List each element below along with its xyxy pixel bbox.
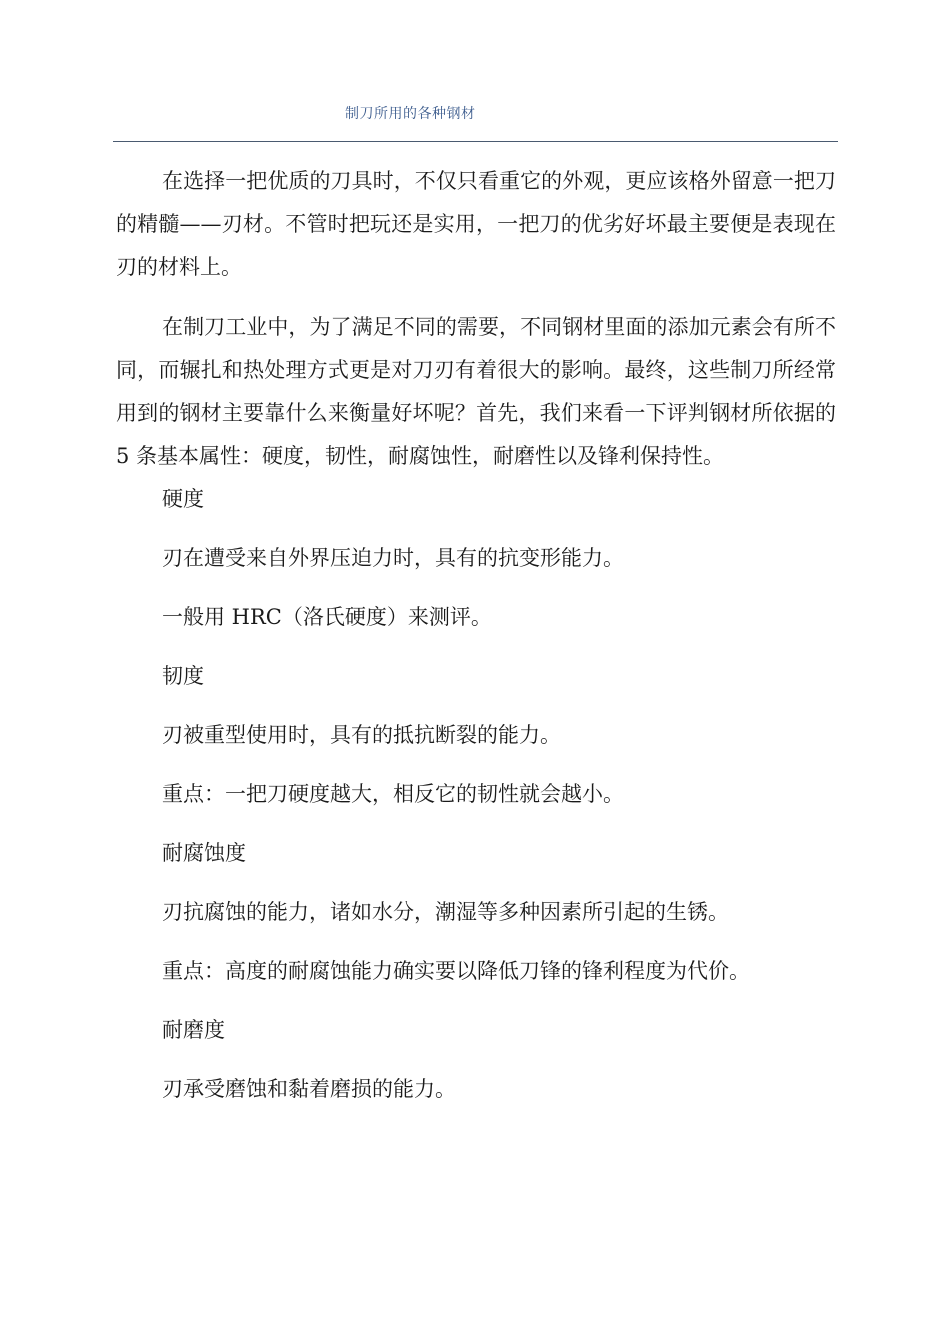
properties-paragraph: 在制刀工业中，为了满足不同的需要，不同钢材里面的添加元素会有所不同，而辗扎和热处理方式更是对刀刃有着很大的影响。最终，这些制刀所经常用到的钢材主要靠什么来衡量好坏呢？首先，我们来看一下评判钢材所依据的 5 条基本属性：硬度，韧性，耐腐蚀性，耐磨性以及锋利保持性。 — [116, 315, 836, 468]
section-heading-wear: 耐磨度 — [162, 1018, 225, 1042]
toughness-note: 重点：一把刀硬度越大，相反它的韧性就会越小。 — [162, 782, 624, 806]
corrosion-definition: 刃抗腐蚀的能力，诸如水分，潮湿等多种因素所引起的生锈。 — [162, 900, 729, 924]
hardness-measurement: 一般用 HRC（洛氏硬度）来测评。 — [162, 605, 492, 629]
section-heading-toughness: 韧度 — [162, 664, 204, 688]
document-body — [116, 160, 836, 1111]
toughness-definition: 刃被重型使用时，具有的抵抗断裂的能力。 — [162, 723, 561, 747]
wear-definition: 刃承受磨蚀和黏着磨损的能力。 — [162, 1077, 456, 1101]
section-heading-hardness: 硬度 — [162, 487, 204, 511]
section-heading-corrosion: 耐腐蚀度 — [162, 841, 246, 865]
hardness-definition: 刃在遭受来自外界压迫力时，具有的抗变形能力。 — [162, 546, 624, 570]
header-divider — [113, 141, 838, 142]
page-header — [113, 103, 838, 143]
header-title: 制刀所用的各种钢材 — [345, 106, 476, 122]
corrosion-note: 重点：高度的耐腐蚀能力确实要以降低刀锋的锋利程度为代价。 — [162, 959, 750, 983]
intro-paragraph: 在选择一把优质的刀具时，不仅只看重它的外观，更应该格外留意一把刀的精髓——刃材。不管时把玩还是实用，一把刀的优劣好坏最主要便是表现在刃的材料上。 — [116, 169, 836, 279]
